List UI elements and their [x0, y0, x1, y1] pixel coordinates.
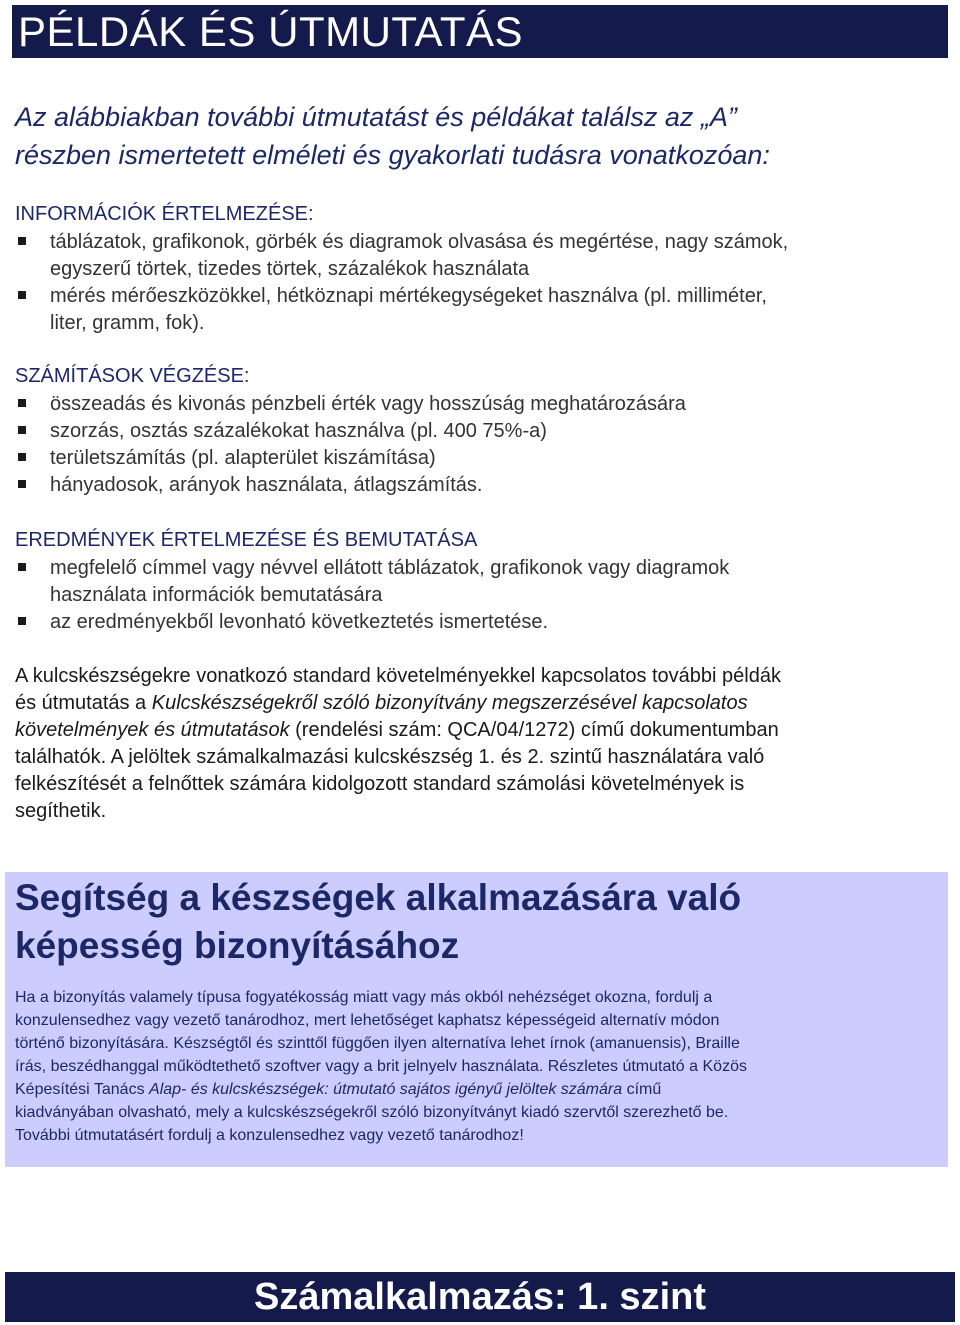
publication-title: Kulcskészségekről szóló bizonyítvány megszerzésével kapcsolatos: [151, 692, 748, 714]
list-item: [15, 445, 945, 472]
list-item: [15, 418, 945, 445]
help-box: [5, 872, 948, 1167]
help-box-text: [15, 986, 930, 1147]
list-item: [15, 391, 945, 418]
list-item: [15, 472, 945, 499]
square-bullet-icon: [18, 617, 26, 625]
square-bullet-icon: [18, 480, 26, 488]
list-item-text: táblázatok, grafikonok, görbék és diagramok olvasása és megértése, nagy számok,: [50, 231, 789, 253]
square-bullet-icon: [18, 426, 26, 434]
text-span: és útmutatás a: [15, 692, 152, 714]
list-item: [15, 555, 945, 609]
section-information-interpretation: [15, 200, 945, 337]
footer-title: Számalkalmazás: 1. szint: [5, 1272, 955, 1322]
help-text-line: történő bizonyítására. Készségtől és szinttől függően ilyen alternatíva lehet írnok (amanuensis), Braille: [15, 1035, 740, 1052]
list-item-text: liter, gramm, fok).: [50, 312, 205, 334]
help-title-line: Segítség a készségek alkalmazására való: [15, 877, 742, 918]
bullet-list: [15, 229, 945, 337]
list-item-text: szorzás, osztás százalékokat használva (pl. 400 75%-a): [50, 420, 547, 442]
help-text-line: írás, beszédhanggal működtethető szoftver vagy a brit jelnyelv használata. Részletes útmutató a Közös: [15, 1058, 747, 1075]
list-item-text: megfelelő címmel vagy névvel ellátott táblázatok, grafikonok vagy diagramok: [50, 557, 730, 579]
paragraph-line: találhatók. A jelöltek számalkalmazási kulcskészség 1. és 2. szintű használatára való: [15, 746, 765, 768]
square-bullet-icon: [18, 399, 26, 407]
help-text-line: konzulensedhez vagy vezető tanárodhoz, mert lehetőséget kaphatsz képességeid alternatív módon: [15, 1012, 720, 1029]
list-item: [15, 283, 945, 337]
list-item-text: használata információk bemutatására: [50, 584, 383, 606]
section-heading: INFORMÁCIÓK ÉRTELMEZÉSE:: [15, 203, 314, 225]
square-bullet-icon: [18, 563, 26, 571]
publication-title: Alap- és kulcskészségek: útmutató sajátos igényű jelöltek számára: [149, 1081, 623, 1098]
square-bullet-icon: [18, 291, 26, 299]
intro-line: Az alábbiakban további útmutatást és példákat találsz az „A”: [15, 102, 737, 132]
intro-text: [15, 98, 945, 174]
help-text-line: [15, 1078, 930, 1101]
bullet-list: [15, 555, 945, 636]
reference-paragraph: [15, 663, 945, 825]
section-calculations: [15, 362, 945, 499]
square-bullet-icon: [18, 237, 26, 245]
list-item: [15, 609, 945, 636]
help-title-line: képesség bizonyításához: [15, 925, 460, 966]
text-span: Képesítési Tanács: [15, 1081, 150, 1098]
list-item: [15, 229, 945, 283]
help-text-line: További útmutatásért fordulj a konzulensedhez vagy vezető tanárodhoz!: [15, 1127, 524, 1144]
intro-line: részben ismertetett elméleti és gyakorlati tudásra vonatkozóan:: [15, 140, 770, 170]
help-box-title: [15, 874, 915, 970]
text-span: című: [622, 1081, 662, 1098]
list-item-text: összeadás és kivonás pénzbeli érték vagy hosszúság meghatározására: [50, 393, 686, 415]
section-results-presentation: [15, 526, 945, 636]
help-text-line: kiadványában olvasható, mely a kulcskészségekről szóló bizonyítványt kiadó szervtől szerezhető be.: [15, 1104, 729, 1121]
text-span: (rendelési szám: QCA/04/1272) című dokumentumban: [289, 719, 779, 741]
list-item-text: hányadosok, arányok használata, átlagszámítás.: [50, 474, 483, 496]
paragraph-line: felkészítését a felnőttek számára kidolgozott standard számolási követelmények is: [15, 773, 745, 795]
paragraph-line: [15, 717, 945, 744]
list-item-text: területszámítás (pl. alapterület kiszámítása): [50, 447, 436, 469]
square-bullet-icon: [18, 453, 26, 461]
section-heading: SZÁMÍTÁSOK VÉGZÉSE:: [15, 365, 250, 387]
list-item-text: az eredményekből levonható következtetés ismertetése.: [50, 611, 549, 633]
paragraph-line: segíthetik.: [15, 800, 107, 822]
paragraph-line: [15, 690, 945, 717]
list-item-text: mérés mérőeszközökkel, hétköznapi mértékegységeket használva (pl. milliméter,: [50, 285, 767, 307]
publication-title: követelmények és útmutatások: [15, 719, 290, 741]
paragraph-line: A kulcskészségekre vonatkozó standard követelményekkel kapcsolatos további példák: [15, 665, 781, 687]
page-title: PÉLDÁK ÉS ÚTMUTATÁS: [12, 5, 948, 58]
list-item-text: egyszerű törtek, tizedes törtek, százalékok használata: [50, 258, 530, 280]
section-heading: EREDMÉNYEK ÉRTELMEZÉSE ÉS BEMUTATÁSA: [15, 529, 478, 551]
help-text-line: Ha a bizonyítás valamely típusa fogyatékosság miatt vagy más okból nehézséget okozna, fordulj a: [15, 989, 713, 1006]
bullet-list: [15, 391, 945, 499]
